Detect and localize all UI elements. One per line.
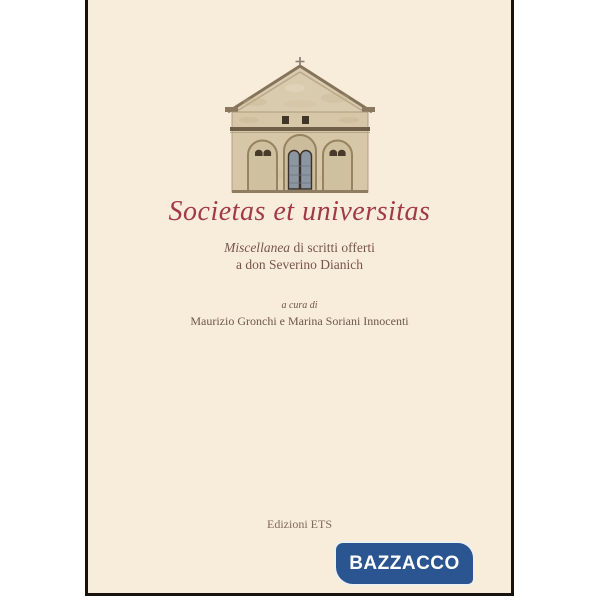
curators: Maurizio Gronchi e Marina Soriani Innocenti [190,314,409,328]
publisher-imprint: Edizioni ETS [267,517,332,531]
watermark-label: BAZZACCO [349,552,460,574]
church-facade-illustration [225,54,375,196]
book-subtitle [88,239,511,273]
book-cover [85,0,514,596]
subtitle-italic-word: Miscellanea [224,240,291,255]
bazzacco-watermark-badge [336,543,473,584]
curator-label: a cura di [281,300,318,311]
subtitle-rest: di scritti offerti [290,240,375,255]
book-title: Societas et universitas [168,196,431,227]
subtitle-line2: a don Severino Dianich [235,257,364,272]
